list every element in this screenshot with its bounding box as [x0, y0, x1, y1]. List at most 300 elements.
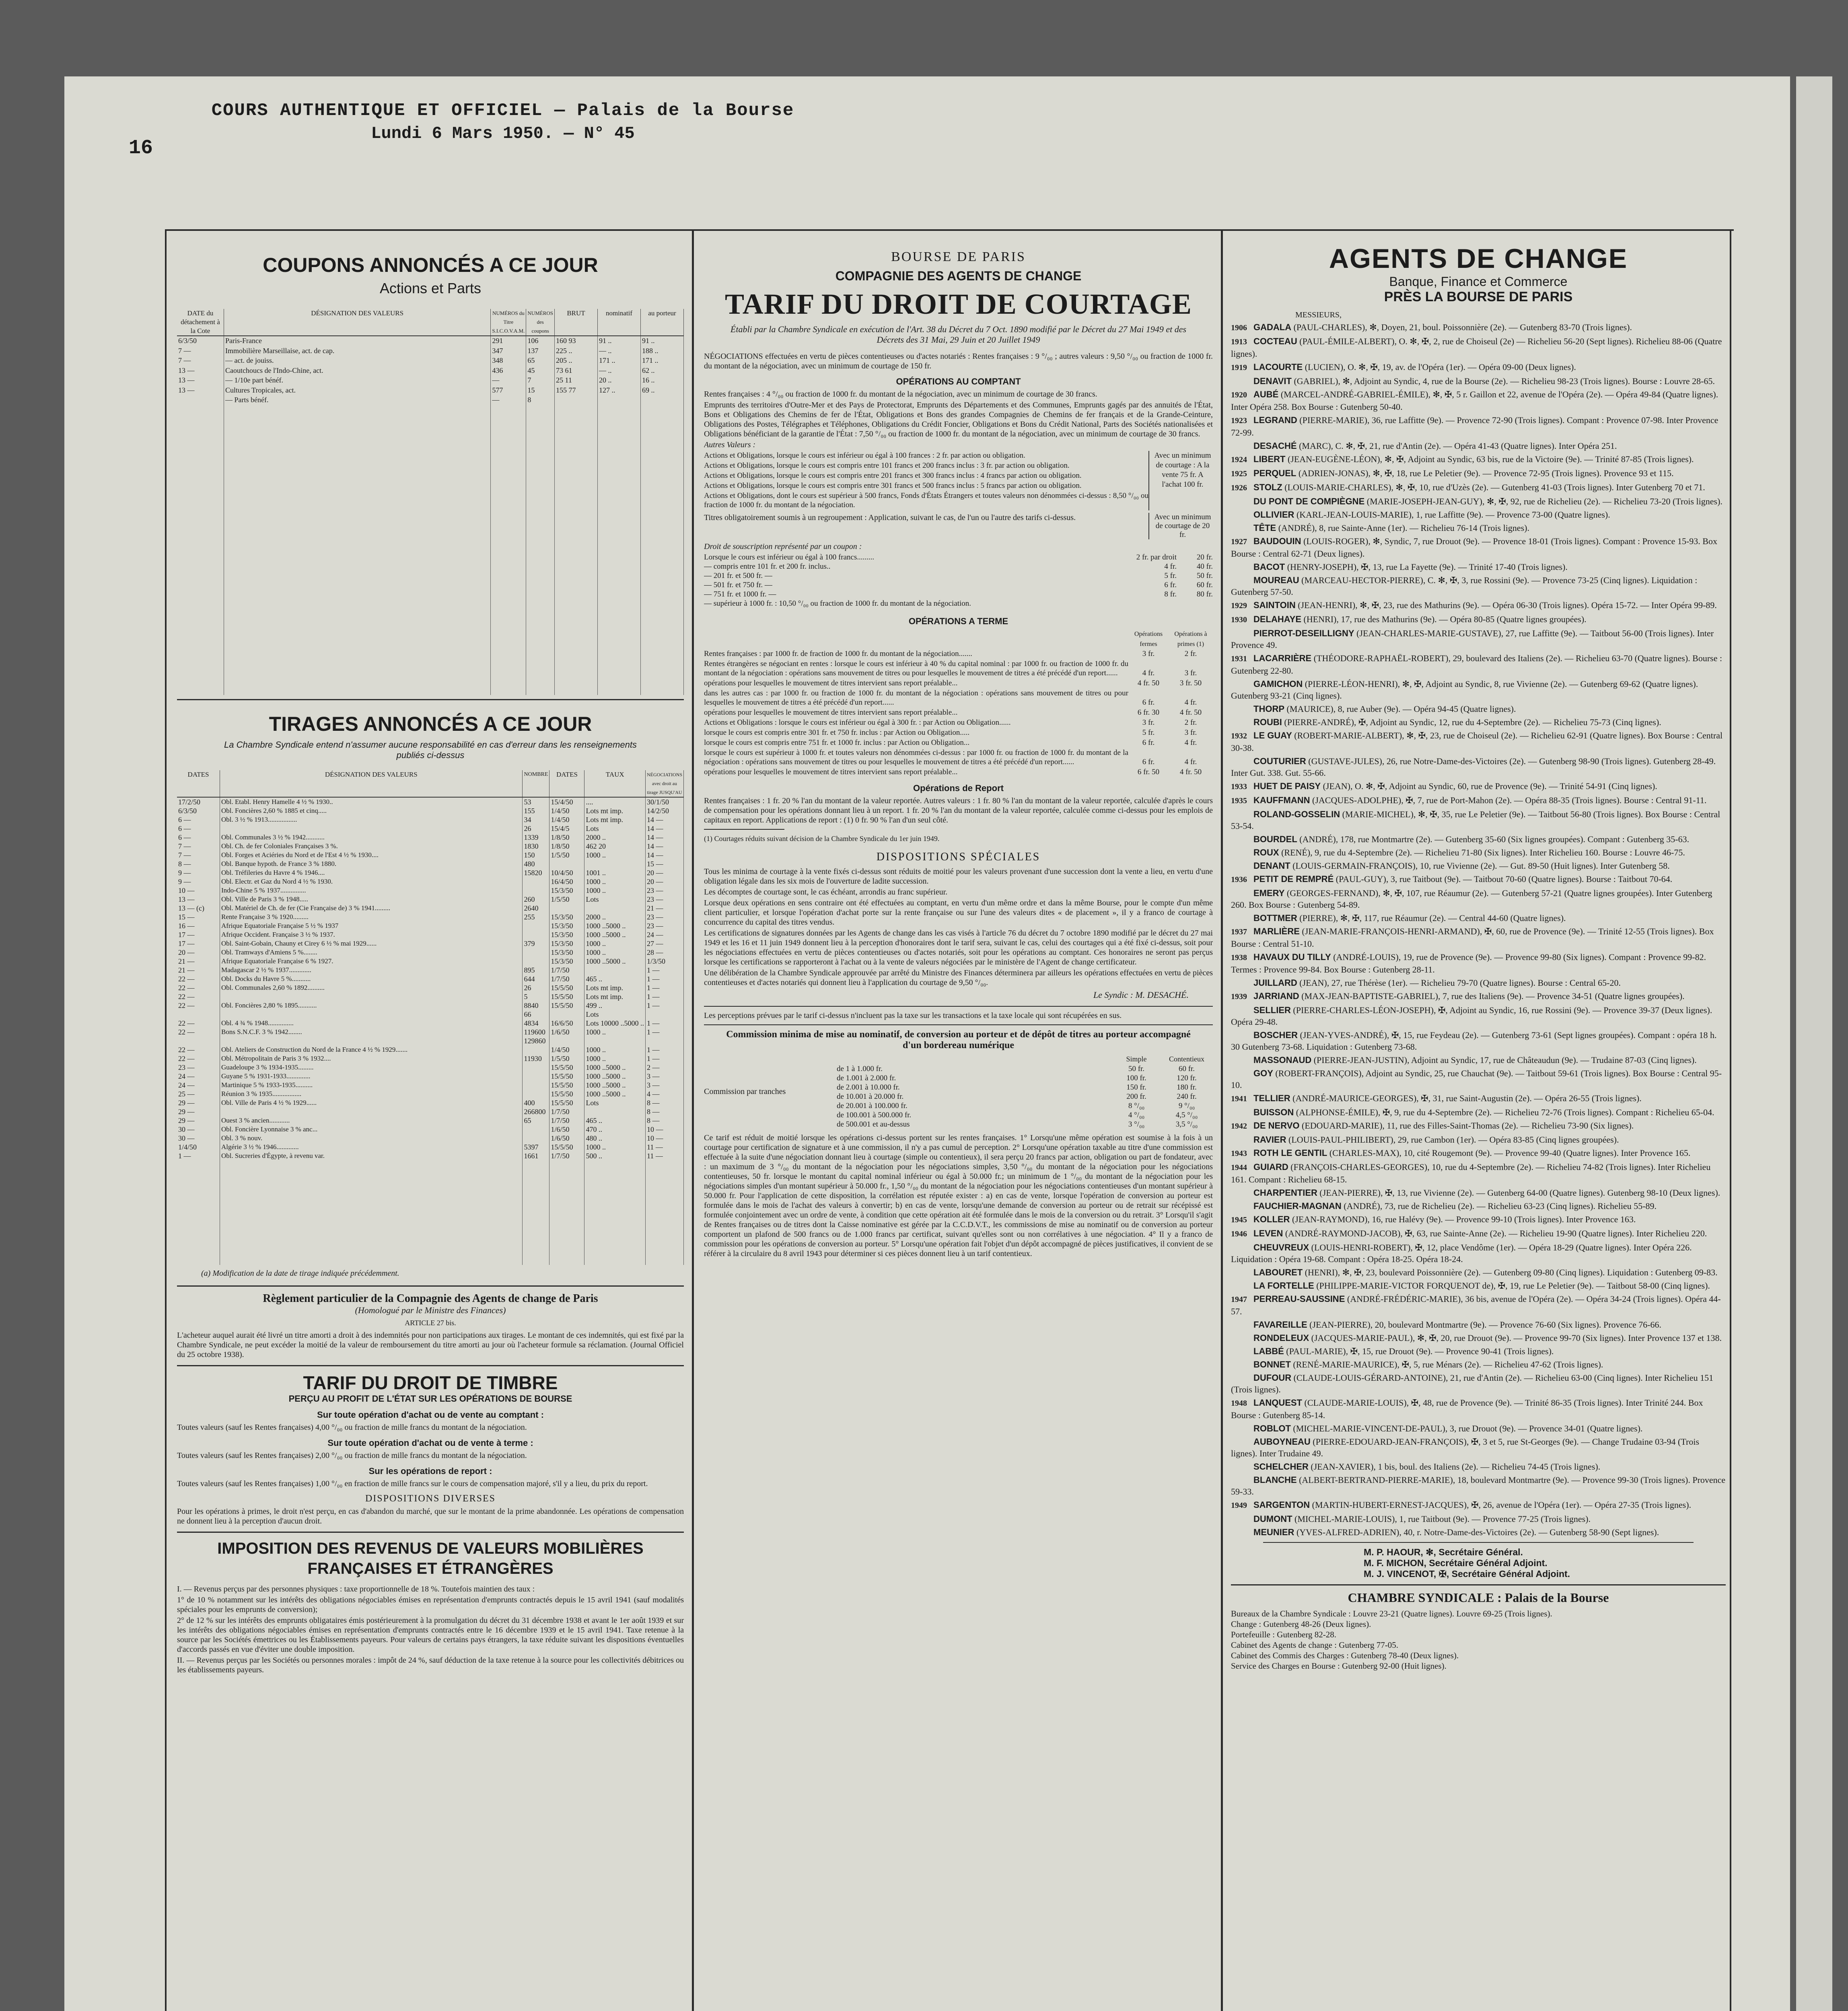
tranche-simple: 8 °/₀₀ — [1128, 1102, 1145, 1110]
tirage-cell-date: 25 — — [177, 1090, 220, 1098]
agent-entry — [1231, 794, 1726, 807]
courtage-c5: Droit de souscription représenté par un coupon : — [704, 542, 862, 551]
tirage-cell-taux: 465 .. — [584, 975, 646, 983]
terme-ferme: 3 fr. — [1142, 650, 1155, 658]
courtage-s4: DISPOSITIONS SPÉCIALES — [876, 851, 1041, 863]
filler-cell — [584, 1160, 646, 1265]
tirage-cell-date: 29 — — [177, 1107, 220, 1116]
coupons-col-num1: NUMÉROS du Titre S.I.C.O.V.A.M. — [491, 309, 526, 336]
tranche-simple: 3 °/₀₀ — [1128, 1120, 1145, 1129]
agent-entry — [1231, 1372, 1726, 1395]
tirage-cell-name: Obl. Foncières 2,60 % 1885 et cinq..... — [220, 806, 523, 815]
tirage-cell-taux: 499 .. — [584, 1001, 646, 1010]
tirage-cell-taux: 1001 .. — [584, 868, 646, 877]
agent-entry — [1231, 1147, 1726, 1160]
sec3: M. J. VINCENOT, ✠, Secrétaire Général Adjoint. — [1364, 1569, 1570, 1579]
tirage-cell-remb-date: 15/3/50 — [549, 957, 584, 966]
table-row — [177, 1045, 684, 1054]
comm-contentieux: Contentieux — [1169, 1055, 1204, 1063]
terme-label: Actions et Obligations : lorsque le cours est inférieur ou égal à 300 fr. : par Action ou Obligation...... — [704, 718, 1011, 727]
tirage-cell-taux: 500 .. — [584, 1151, 646, 1160]
tirages-table — [177, 770, 684, 1265]
tirage-cell-date — [177, 1036, 220, 1045]
agent-details: (EDOUARD-MARIE), 11, rue des Filles-Saint-Thomas (2e). — Richelieu 73-90 (Six lignes). — [1302, 1121, 1634, 1131]
agent-name: GUIARD — [1253, 1162, 1288, 1172]
tirage-cell-nombre — [523, 886, 549, 895]
terme-label: opérations pour lesquelles le mouvement de titres intervient sans report préalable... — [704, 679, 958, 687]
tirage-cell-taux: 1000 ..5000 .. — [584, 930, 646, 939]
coupons-col-brut: BRUT — [555, 309, 598, 336]
agent-details: (JEAN), 27, rue Thérèse (1er). — Richelieu 79-70 (Quatre lignes). Bourse : Central 65-20. — [1299, 978, 1621, 988]
terme-prime: 2 fr. — [1184, 650, 1197, 658]
imposition-p2: 1° de 10 % notamment sur les intérêts des obligations négociables émises en représentation d'emprunts contractés depuis le 15 avril 1941 (sauf modalités spéciales pour les emprunts de conversion); — [177, 1596, 684, 1614]
agent-entry — [1231, 860, 1726, 872]
timbre-top-rule — [177, 1365, 684, 1366]
table-row — [177, 824, 684, 833]
tirage-cell-name: Obl. Forges et Aciéries du Nord et de l'Est 4 ½ % 1930.... — [220, 851, 523, 860]
agent-entry — [1231, 1004, 1726, 1028]
spec5: Une délibération de la Chambre Syndicale approuvée par arrêté du Ministre des Finances déterminera par ailleurs les opérations effectuées en vertu de pièces contentieuses et d'actes notariés qui donnent lieu à l'application du courtage de 9,50 °/₀₀. — [704, 968, 1213, 987]
tirage-cell-name: Obl. Ville de Paris 4 ½ % 1929...... — [220, 1098, 523, 1107]
page-number: 16 — [129, 137, 153, 160]
filler-cell — [523, 1160, 549, 1265]
tirage-cell-remb-date: 15/4/5 — [549, 824, 584, 833]
agent-entry — [1231, 335, 1726, 360]
table-row — [177, 895, 684, 904]
agent-entry — [1231, 755, 1726, 779]
agent-details: (ALPHONSE-ÉMILE), ✠, 9, rue du 4-Septembre (2e). — Richelieu 72-76 (Trois lignes). Compant : Richelieu 65-04. — [1296, 1107, 1714, 1117]
terme-label: Rentes françaises : par 1000 fr. de fraction de 1000 fr. du montant de la négociation....... — [704, 650, 972, 658]
table-row — [177, 1116, 684, 1125]
agent-entry — [1231, 453, 1726, 466]
tirage-cell-negoc: 1 — — [646, 975, 684, 983]
table-row — [177, 1143, 684, 1151]
tirage-cell-remb-date: 1/6/50 — [549, 1134, 584, 1143]
courtage-report: Rentes françaises : 1 fr. 20 % l'an du montant de la valeur reportée. Autres valeurs : 1 fr. 80 % l'an du montant de la valeur reportée, calculée d'après le cours de compensation pour les opérations donnant lieu à un report. 1 fr. 20 % l'an du montant de la valeur reportée, calculée comme ci-dessus pour les emplois de capitaux en report. Applications de report : (1) 0 fr. 90 % l'an d'un seul côté. — [704, 796, 1213, 825]
coupon-cell-nom: — .. — [598, 346, 641, 356]
coupons-col-designation: DÉSIGNATION DES VALEURS — [224, 309, 491, 336]
tirage-cell-date: 6 — — [177, 815, 220, 824]
tranches-wrap — [837, 1054, 1213, 1129]
agent-details: (MARIE-MICHEL), ✻, ✠, 35, rue Le Peletier (9e). — Taitbout 56-80 (Trois lignes). Box Bourse : Central 53-54. — [1231, 809, 1720, 831]
agent-details: (JEAN-EUGÈNE-LÉON), ✻, ✠, Adjoint au Syndic, 63 bis, rue de la Victoire (9e). — Trinité 87-85 (Trois lignes). — [1287, 454, 1694, 464]
tirage-cell-negoc: 15 — — [646, 860, 684, 868]
agent-entry — [1231, 1513, 1726, 1525]
tirage-cell-name: Obl. Communales 3 ½ % 1942........... — [220, 833, 523, 842]
agent-name: GAMICHON — [1253, 679, 1303, 689]
tirage-cell-name — [220, 1036, 523, 1045]
tirages-disclaimer: La Chambre Syndicale entend n'assumer aucune responsabilité en cas d'erreur dans les renseignements publiés ci-dessus — [224, 740, 637, 760]
coupon-cell-date: 13 — — [177, 366, 224, 376]
coupon-cell-nom: — .. — [598, 366, 641, 376]
tirage-cell-remb-date: 1/7/50 — [549, 1116, 584, 1125]
coupon-cell-brut: 225 .. — [555, 346, 598, 356]
tirage-cell-negoc: 14/2/50 — [646, 806, 684, 815]
agent-details: (JEAN-RAYMOND), 16, rue Halévy (9e). — Provence 99-10 (Trois lignes). Inter Provence 163. — [1292, 1214, 1636, 1224]
agent-name: BUISSON — [1253, 1107, 1294, 1117]
agent-name: SCHELCHER — [1253, 1462, 1309, 1472]
tranche-contentieux: 240 fr. — [1177, 1092, 1197, 1101]
agent-year: 1931 — [1231, 654, 1247, 663]
coupon-cell-brut — [555, 395, 598, 405]
filler-cell — [177, 1160, 220, 1265]
tirage-cell-taux: 1000 .. — [584, 948, 646, 957]
agent-name: DUMONT — [1253, 1514, 1292, 1524]
tirage-cell-date: 6 — — [177, 833, 220, 842]
souscription-label: — 751 fr. et 1000 fr. — — [704, 590, 776, 598]
table-row — [177, 336, 684, 346]
tirage-cell-name: Bons S.N.C.F. 3 % 1942........ — [220, 1028, 523, 1036]
table-row — [177, 1072, 684, 1081]
tirage-cell-nombre: 53 — [523, 797, 549, 806]
table-row — [177, 1054, 684, 1063]
agent-name: MASSONAUD — [1253, 1055, 1312, 1065]
agent-name: LABOURET — [1253, 1267, 1303, 1277]
terme-prime: 4 fr. — [1184, 698, 1197, 707]
tirage-cell-date: 24 — — [177, 1072, 220, 1081]
tirage-cell-nombre — [523, 1090, 549, 1098]
agent-name: DE NERVO — [1253, 1121, 1300, 1131]
agent-details: (HENRY-JOSEPH), ✠, 13, rue La Fayette (9e). — Trinité 17-40 (Trois lignes). — [1287, 562, 1568, 572]
table-row — [177, 1134, 684, 1143]
tirage-cell-negoc: 1/3/50 — [646, 957, 684, 966]
tirage-cell-negoc: 1 — — [646, 983, 684, 992]
comptant-item: Actions et Obligations, lorsque le cours est compris entre 301 francs et 500 francs inclus : 5 francs par action ou obligation. — [704, 481, 1082, 490]
tirage-cell-negoc: 30/1/50 — [646, 797, 684, 806]
agent-entry — [1231, 977, 1726, 989]
tirage-cell-name: Obl. 4 ¾ % 1948............... — [220, 1019, 523, 1028]
agent-details: (PAUL-CHARLES), ✻, Doyen, 21, boul. Poissonnière (2e). — Gutenberg 83-70 (Trois lignes). — [1293, 322, 1632, 332]
tirage-cell-taux: 1000 ..5000 .. — [584, 921, 646, 930]
agent-details: (CLAUDE-MARIE-LOUIS), ✠, 48, rue de Provence (9e). — Trinité 86-35 (Trois lignes). Inter Trinité 244. Box Bourse : Gutenberg 85-14. — [1231, 1398, 1703, 1420]
agent-details: (JEAN-PIERRE), ✠, 13, rue Vivienne (2e). — Gutenberg 64-00 (Quatre lignes). Gutenberg 98-10 (Deux lignes). — [1319, 1188, 1720, 1198]
tirage-cell-date: 13 — (c) — [177, 904, 220, 913]
tirage-cell-negoc: 23 — — [646, 886, 684, 895]
tirage-cell-negoc: 20 — — [646, 877, 684, 886]
tranche-row — [837, 1120, 1213, 1129]
tirage-cell-name: Martinique 5 % 1933-1935.......... — [220, 1081, 523, 1090]
tirage-cell-negoc: 8 — — [646, 1107, 684, 1116]
coupon-cell-port: 91 .. — [641, 336, 684, 346]
tirage-cell-negoc: 24 — — [646, 930, 684, 939]
tirage-cell-date: 7 — — [177, 851, 220, 860]
tranche-simple: 4 °/₀₀ — [1128, 1111, 1145, 1119]
agent-entry — [1231, 1092, 1726, 1105]
agent-entry — [1231, 389, 1726, 413]
tirage-cell-nombre: 129860 — [523, 1036, 549, 1045]
agent-name: SARGENTON — [1253, 1500, 1310, 1510]
coupon-cell-nom — [598, 395, 641, 405]
tirage-cell-remb-date — [549, 1036, 584, 1045]
souscription-rate: 6 fr. — [1164, 581, 1177, 589]
terme-ferme: 6 fr. 30 — [1137, 708, 1160, 717]
courtage-perceptions: Les perceptions prévues par le tarif ci-dessus n'incluent pas la taxe sur les transactions et la taxe locale qui sont récupérées en sus. — [704, 1011, 1122, 1020]
coupon-cell-port — [641, 395, 684, 405]
agent-name: FAUCHIER-MAGNAN — [1253, 1201, 1342, 1211]
coupons-col-porteur: au porteur — [641, 309, 684, 336]
chambre-line: Cabinet des Commis des Charges : Gutenberg 78-40 (Deux lignes). — [1231, 1651, 1459, 1660]
agent-details: (ANDRÉ), 178, rue Montmartre (2e). — Gutenberg 35-60 (Six lignes groupées). Compant : Gutenberg 35-63. — [1299, 834, 1690, 844]
agent-year: 1913 — [1231, 337, 1247, 346]
tirage-cell-remb-date: 1/6/50 — [549, 1028, 584, 1036]
tirage-cell-remb-date: 1/7/50 — [549, 1151, 584, 1160]
souscription-label: — supérieur à 1000 fr. : 10,50 °/₀₀ ou fraction de 1000 fr. du montant de la négociation. — [704, 599, 971, 608]
agent-entry — [1231, 321, 1726, 334]
tirage-cell-date: 13 — — [177, 895, 220, 904]
agent-name: TÊTE — [1253, 523, 1276, 533]
table-row — [177, 948, 684, 957]
agent-name: KOLLER — [1253, 1214, 1290, 1224]
agent-details: (CHARLES-MAX), 10, cité Rougemont (9e). — Provence 99-40 (Quatre lignes). Inter Provence 165. — [1329, 1148, 1691, 1158]
tirage-cell-date: 22 — — [177, 983, 220, 992]
souscription-list — [704, 553, 1213, 608]
reglement-title: Règlement particulier de la Compagnie des Agents de change de Paris — [263, 1292, 598, 1305]
table-row — [177, 806, 684, 815]
chambre-list — [1231, 1608, 1726, 1671]
terme-row — [704, 659, 1213, 678]
tirage-cell-name: Obl. Ville de Paris 3 % 1948..... — [220, 895, 523, 904]
agent-details: (JEAN-MARIE-FRANÇOIS-HENRI-ARMAND), ✠, 60, rue de Provence (9e). — Trinité 12-55 (Trois lignes). Box Bourse : Central 51-10. — [1231, 926, 1714, 949]
agent-details: (MAX-JEAN-BAPTISTE-GABRIEL), 7, rue des Italiens (9e). — Provence 34-51 (Quatre lignes groupées). — [1301, 991, 1685, 1001]
tirage-cell-remb-date: 1/4/50 — [549, 815, 584, 824]
terme-prime: 4 fr. 50 — [1179, 768, 1202, 776]
reglement-subtitle: (Homologué par le Ministre des Finances) — [355, 1305, 506, 1315]
terme-prime: 4 fr. 50 — [1179, 708, 1202, 717]
tirage-cell-name: Obl. 3 % nouv. — [220, 1134, 523, 1143]
agent-year: 1920 — [1231, 391, 1247, 399]
table-row — [177, 851, 684, 860]
tirage-cell-name: Algérie 3 ½ % 1946............. — [220, 1143, 523, 1151]
tirage-cell-remb-date: 15/5/50 — [549, 1072, 584, 1081]
tirage-cell-negoc: 1 — — [646, 1001, 684, 1010]
commission-text: Ce tarif est réduit de moitié lorsque les opérations ci-dessus portent sur les rentes françaises. 1° Lorsqu'une même opération est soumise à la fois à un courtage pour certification de signature et à une commission, il n'y a pas cumul de perception. 2° Lorsqu'une opération taxable au titre d'une commission est effectuée à la suite d'une négociation donnant lieu à courtage (simple ou contentieux), il sera perçu 20 francs par action, obligation ou part de fondateur, avec : un maximum de 3 °/₀₀ du montant de la négociation pour les négociations simples, 3,50 °/₀₀ du montant de la négociation pour les négociations contentieuses, 50 fr. lorsque le montant du capital nominal inférieur ou égal à 50.000 fr.; un minimum de 1 °/₀₀ du montant de la négociation pour les négociations simples d'un montant supérieur à 50.000 fr., 1,50 °/₀₀ du montant de la négociation pour les négociations contentieuses d'un montant supérieur à 50.000 fr. Pour l'application de cette disposition, la corrélation est réputée exister : a) en cas de vente, lorsque l'opération de conversion au porteur est formulée dans le mois de l'achat des valeurs à convertir; b) en cas de vente, lorsqu'une demande de conversion au porteur ou de retrait sur récépissé est formulée conjointement avec un ordre de vente, à condition que cette opération ait été formulée dans le mois de la conversion ou du retrait. 3° Lorsqu'il s'agit de Rentes françaises ou de titres dont la Caisse nominative est gérée par la C.C.D.V.T., les commissions de mise au nominatif ou de conversion au porteur comportent un plafond de 500 francs ou de 1.000 francs par certificat, suivant qu'elles sont ou non corrélatives à une négociation. 4° Il y a franco de commission pour les opérations de conversion au porteur. 5° Lorsqu'une opération fait l'objet d'un dépôt accompagné de pièces justificatives, il convient de se référer à la circulaire du 8 avril 1943 pour déterminer si ces pièces donnent lieu à un tarif contentieux. — [704, 1133, 1213, 1258]
agent-entry — [1231, 1423, 1726, 1434]
agent-details: (JEAN-XAVIER), 1 bis, boul. des Italiens (2e). — Richelieu 74-45 (Trois lignes). — [1311, 1462, 1601, 1472]
imposition-p3: 2° de 12 % sur les intérêts des emprunts obligataires émis postérieurement à la promulgation du décret du 31 décembre 1938 et avant le 1er août 1939 et sur les intérêts des obligations négociables émises en représentation d'emprunts contractés entre le 16 décembre 1939 et le 15 avril 1941. Taxe retenue à la source par les Sociétés émettrices ou les Établissements payeurs. Pour valeurs de certains pays étrangers, la taxe réduite suivant les dispositions éventuelles d'accords passés en vue d'éviter une double imposition. — [177, 1616, 684, 1654]
agent-name: BLANCHE — [1253, 1475, 1297, 1485]
coupons-col-nominatif: nominatif — [598, 309, 641, 336]
tirage-cell-remb-date: 1/5/50 — [549, 1054, 584, 1063]
coupon-cell-n1: 291 — [491, 336, 526, 346]
secretaries-rule — [1263, 1542, 1694, 1543]
header-title: COURS AUTHENTIQUE ET OFFICIEL — Palais de la Bourse — [211, 101, 794, 121]
agent-details: (FRANÇOIS-CHARLES-GEORGES), 10, rue du 4-Septembre (2e). — Richelieu 74-82 (Trois lignes). Inter Richelieu 161. Compant : Richelieu 68-15. — [1231, 1162, 1711, 1184]
agent-entry — [1231, 1319, 1726, 1330]
coupon-cell-nom: 20 .. — [598, 376, 641, 386]
timbre-title: TARIF DU DROIT DE TIMBRE — [303, 1372, 558, 1393]
tirages-col-designation: DÉSIGNATION DES VALEURS — [220, 770, 523, 797]
spec1: Tous les minima de courtage à la vente fixés ci-dessus sont réduits de moitié pour les valeurs provenant d'une succession dont la vente a lieu, en vertu d'une obligation légale dans les six mois de l'ouverture de ladite succession. — [704, 867, 1213, 886]
agent-entry — [1231, 780, 1726, 793]
agent-year: 1925 — [1231, 469, 1247, 478]
terme-label: lorsque le cours est compris entre 301 fr. et 750 fr. inclus : par Action ou Obligation..... — [704, 728, 970, 737]
terme-label: opérations pour lesquelles le mouvement de titres intervient sans report préalable... — [704, 768, 958, 776]
agent-details: (PAUL-ÉMILE-ALBERT), O. ✻, ✠, 2, rue de Choiseul (2e) — Richelieu 56-20 (Sept lignes). Richelieu 88-06 (Quatre lignes). — [1231, 336, 1722, 359]
tirage-cell-name: Afrique Equatoriale Française 6 % 1927. — [220, 957, 523, 966]
tirage-cell-date: 30 — — [177, 1134, 220, 1143]
agent-name: BOTTMER — [1253, 913, 1297, 923]
agent-name: AUBÉ — [1253, 389, 1279, 399]
tirage-cell-date: 9 — — [177, 877, 220, 886]
agent-year: 1942 — [1231, 1122, 1247, 1131]
agent-entry — [1231, 535, 1726, 559]
filler-cell — [555, 405, 598, 695]
coupon-cell-brut: 73 61 — [555, 366, 598, 376]
tirage-cell-negoc: 3 — — [646, 1072, 684, 1081]
tirage-cell-date: 8 — — [177, 860, 220, 868]
agent-details: (MARIE-JOSEPH-JEAN-GUY), ✻, ✠, 92, rue de Richelieu (2e). — Richelieu 73-20 (Trois lignes). — [1366, 496, 1722, 506]
next-page-edge — [1796, 76, 1832, 2011]
tirage-cell-taux: Lots — [584, 1098, 646, 1107]
agents-subtitle2: PRÈS LA BOURSE DE PARIS — [1384, 289, 1573, 304]
tirage-cell-taux: Lots mt imp. — [584, 815, 646, 824]
coupon-cell-port: 69 .. — [641, 386, 684, 396]
agent-entry — [1231, 1436, 1726, 1459]
agent-details: (ANDRÉ-MAURICE-GEORGES), ✠, 31, rue Saint-Augustin (2e). — Opéra 26-55 (Trois lignes). — [1292, 1093, 1642, 1103]
terme-row — [704, 767, 1213, 777]
tirage-cell-name: Obl. Foncière Lyonnaise 3 % anc... — [220, 1125, 523, 1134]
agent-year: 1944 — [1231, 1163, 1247, 1172]
tirage-cell-negoc: 1 — — [646, 966, 684, 975]
table-row — [177, 975, 684, 983]
tirage-cell-negoc: 1 — — [646, 1045, 684, 1054]
timbre-h2: Sur toute opération d'achat ou de vente à terme : — [327, 1438, 533, 1448]
tirage-cell-nombre — [523, 1045, 549, 1054]
tirage-cell-nombre: 66 — [523, 1010, 549, 1019]
agent-year: 1948 — [1231, 1399, 1247, 1408]
tirage-cell-remb-date: 15/3/50 — [549, 886, 584, 895]
coupon-cell-n2: 8 — [526, 395, 555, 405]
tirage-cell-negoc: 1 — — [646, 1054, 684, 1063]
agent-name: LACARRIÈRE — [1253, 653, 1312, 663]
tirage-cell-date: 21 — — [177, 966, 220, 975]
table-row — [177, 877, 684, 886]
tirage-cell-negoc: 14 — — [646, 833, 684, 842]
tirage-cell-taux: 1000 .. — [584, 1054, 646, 1063]
agent-name: FAVAREILLE — [1253, 1320, 1307, 1330]
agent-name: RONDELEUX — [1253, 1333, 1309, 1343]
tirage-cell-negoc: 23 — — [646, 921, 684, 930]
agent-entry — [1231, 1120, 1726, 1132]
tranche-contentieux: 60 fr. — [1178, 1065, 1195, 1073]
tirage-cell-date: 22 — — [177, 1054, 220, 1063]
agent-name: LEGRAND — [1253, 415, 1297, 425]
agent-details: (ANDRÉ), 73, rue de Richelieu (2e). — Richelieu 63-23 (Cinq lignes). Richelieu 55-89. — [1344, 1201, 1657, 1211]
tirage-cell-date: 22 — — [177, 1019, 220, 1028]
tirage-cell-negoc: 14 — — [646, 824, 684, 833]
coupon-cell-nom: 127 .. — [598, 386, 641, 396]
coupon-cell-n1: 436 — [491, 366, 526, 376]
tirage-cell-nombre — [523, 930, 549, 939]
tirage-cell-remb-date: 15/4/50 — [549, 797, 584, 806]
tirage-cell-remb-date: 15/3/50 — [549, 930, 584, 939]
spec3: Lorsque deux opérations en sens contraire ont été effectuées au comptant, en vertu d'un même ordre et dans la même Bourse, pour le compte d'un même client particulier, et lorsque l'opération d'achat porte sur la rente française ou sur l'une des valeurs dites « de placement », il y a franco de courtage à concurrence du capital des titres vendus. — [704, 899, 1213, 927]
agent-year: 1926 — [1231, 483, 1247, 492]
agents-messieurs: MESSIEURS, — [1295, 310, 1342, 319]
table-row — [177, 921, 684, 930]
terme-prime: 3 fr. — [1184, 728, 1197, 737]
table-row — [177, 797, 684, 806]
agent-entry — [1231, 1280, 1726, 1291]
tirage-cell-name: Obl. Tréfileries du Havre 4 % 1946.... — [220, 868, 523, 877]
agent-entry — [1231, 678, 1726, 701]
tirage-cell-remb-date: 15/5/50 — [549, 1081, 584, 1090]
coupon-cell-name: Paris-France — [224, 336, 491, 346]
agent-name: TELLIER — [1253, 1093, 1290, 1103]
agent-details: (PAUL-GUY), 3, rue Taitbout (9e). — Taitbout 70-60 (Quatre lignes). Bourse : Taitbout 70-64. — [1336, 874, 1673, 884]
agent-details: (LUCIEN), O. ✻, ✠, 19, av. de l'Opéra (1er). — Opéra 09-00 (Deux lignes). — [1305, 362, 1576, 372]
tirage-cell-name: Obl. Banque hypoth. de France 3 % 1880. — [220, 860, 523, 868]
imposition-top-rule — [177, 1532, 684, 1533]
agent-year: 1927 — [1231, 537, 1247, 546]
tirage-cell-name: Madagascar 2 ½ % 1937............. — [220, 966, 523, 975]
souscription-min — [1177, 599, 1213, 608]
coupon-cell-n2: 7 — [526, 376, 555, 386]
agent-name: BOURDEL — [1253, 834, 1297, 844]
agent-name: OLLIVIER — [1253, 510, 1294, 520]
tirage-cell-name: Guyane 5 % 1931-1933.............. — [220, 1072, 523, 1081]
comptant-item: Actions et Obligations, lorsque le cours est compris entre 201 francs et 300 francs inclus : 4 francs par action ou obligation. — [704, 471, 1082, 480]
tirage-cell-date — [177, 1010, 220, 1019]
tirage-cell-taux: 480 .. — [584, 1134, 646, 1143]
agent-name: PETIT DE REMPRÉ — [1253, 874, 1334, 884]
agent-name: COUTURIER — [1253, 756, 1306, 766]
tirage-cell-nombre: 895 — [523, 966, 549, 975]
agent-entry — [1231, 1228, 1726, 1240]
tranche-contentieux: 3,5 °/₀₀ — [1175, 1120, 1198, 1129]
tirage-cell-remb-date — [549, 1010, 584, 1019]
agent-details: (ANDRÉ), 8, rue Sainte-Anne (1er). — Richelieu 76-14 (Trois lignes). — [1278, 523, 1529, 533]
table-row — [177, 992, 684, 1001]
tirage-cell-negoc: 1 — — [646, 992, 684, 1001]
commission-table — [704, 1054, 1213, 1129]
agent-entry — [1231, 467, 1726, 480]
tirage-cell-nombre: 480 — [523, 860, 549, 868]
agent-name: SELLIER — [1253, 1005, 1291, 1015]
agent-entry — [1231, 1293, 1726, 1317]
tirage-cell-taux: Lots — [584, 895, 646, 904]
tirage-cell-negoc — [646, 1010, 684, 1019]
tirage-cell-name: Ouest 3 % ancien............ — [220, 1116, 523, 1125]
timbre-h1: Sur toute opération d'achat ou de vente au comptant : — [317, 1410, 544, 1420]
agent-entry — [1231, 925, 1726, 950]
agent-details: (KARL-JEAN-LOUIS-MARIE), 1, rue Laffitte (9e). — Provence 73-00 (Quatre lignes). — [1296, 510, 1610, 520]
agent-entry — [1231, 627, 1726, 651]
chambre-line: Change : Gutenberg 48-26 (Deux lignes). — [1231, 1619, 1371, 1629]
agent-name: SAINTOIN — [1253, 600, 1296, 610]
terme-label: opérations pour lesquelles le mouvement de titres intervient sans report préalable... — [704, 708, 958, 717]
tirage-cell-name: Indo-Chine 5 % 1937............... — [220, 886, 523, 895]
coupon-cell-date: 7 — — [177, 346, 224, 356]
agent-details: (RENÉ-MARIE-MAURICE), ✠, 5, rue Ménars (2e). — Richelieu 47-62 (Trois lignes). — [1293, 1359, 1603, 1369]
agent-entry — [1231, 990, 1726, 1003]
tirage-cell-taux — [584, 904, 646, 913]
tirage-cell-remb-date: 15/5/50 — [549, 983, 584, 992]
filler-cell — [224, 405, 491, 695]
tirage-cell-date: 29 — — [177, 1116, 220, 1125]
agent-details: (LOUIS-HENRI-ROBERT), ✠, 12, place Vendôme (1er). — Opéra 18-29 (Quatre lignes). Inter Opéra 226. Liquidation : Opéra 19-68. Compant : Opéra 18-25. Opéra 18-24. — [1231, 1242, 1692, 1264]
tirage-cell-remb-date: 15/5/50 — [549, 1098, 584, 1107]
table-row — [177, 904, 684, 913]
timbre-t4: Pour les opérations à primes, le droit n'est perçu, en cas d'abandon du marché, que sur le montant de la prime abandonnée. Les opérations de compensation ne donnent lieu à la perception d'aucun droit. — [177, 1507, 684, 1526]
terme-row — [704, 728, 1213, 737]
tirage-cell-nombre: 2640 — [523, 904, 549, 913]
commission-rule — [704, 1024, 1213, 1025]
tirage-cell-remb-date: 1/7/50 — [549, 975, 584, 983]
agent-details: (MICHEL-MARIE-LOUIS), 1, rue Taitbout (9e). — Provence 77-25 (Trois lignes). — [1294, 1514, 1591, 1524]
agent-year: 1906 — [1231, 323, 1247, 332]
tirage-cell-nombre: 34 — [523, 815, 549, 824]
